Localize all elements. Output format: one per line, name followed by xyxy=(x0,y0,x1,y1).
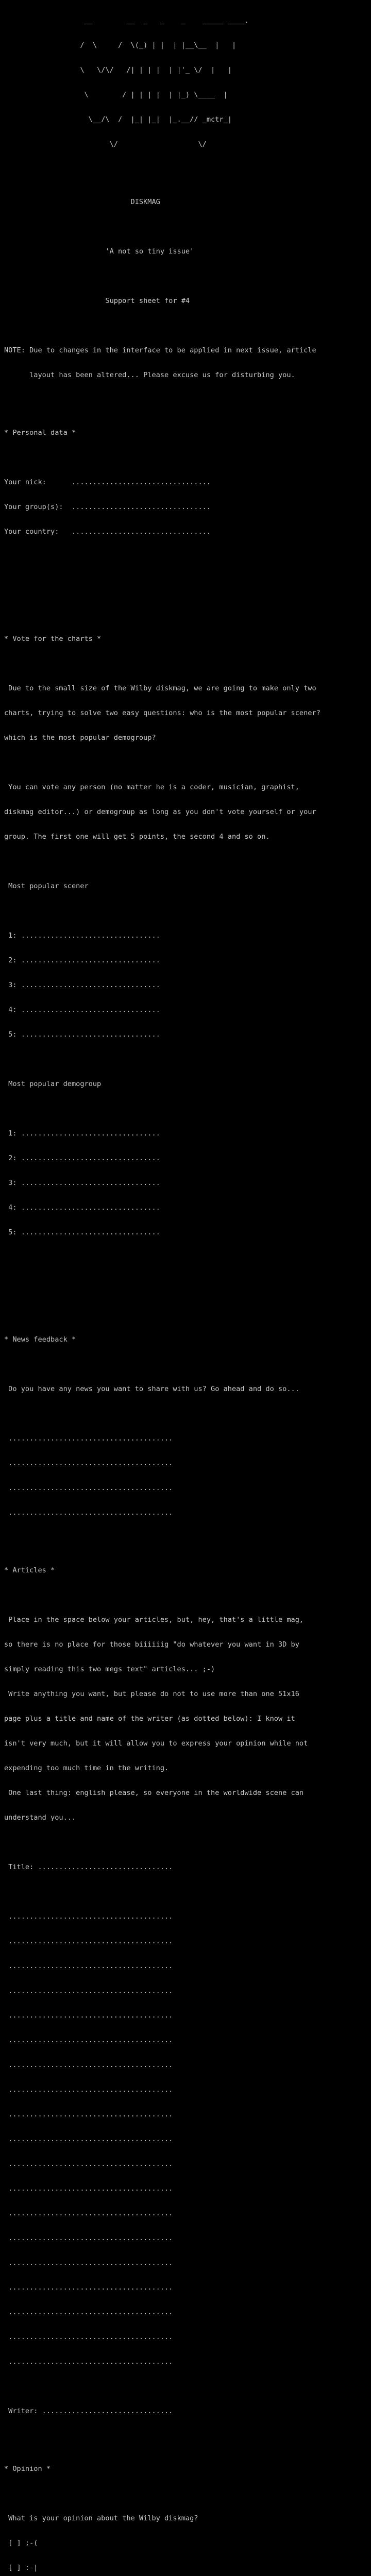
article-title-field: Title: ................................ xyxy=(4,1863,173,1871)
article-writer-field: Writer: ............................... xyxy=(4,2407,173,2415)
demogroup-vote-line: 4: ................................. xyxy=(4,1204,160,1212)
paragraph-line: group. The first one will get 5 points, the second 4 and so on. xyxy=(4,833,270,841)
tagline: 'A not so tiny issue' xyxy=(105,247,194,256)
article-body-line: ....................................... xyxy=(4,2011,173,2020)
demogroup-vote-line: 2: ................................. xyxy=(4,1154,160,1162)
paragraph-line: You can vote any person (no matter he is a coder, musician, graphist, xyxy=(4,783,299,791)
ascii-logo-line: \ \/\/ /| | | | | |'_ \/ | | xyxy=(4,66,232,74)
article-body-line: ....................................... xyxy=(4,1987,173,1995)
news-heading: * News feedback * xyxy=(4,1335,76,1344)
article-body-line: ....................................... xyxy=(4,2234,173,2242)
opinion-checkbox: [ ] :-| xyxy=(4,2564,38,2572)
ascii-logo-line: \/ \/ xyxy=(4,140,207,148)
news-line: ....................................... xyxy=(4,1484,173,1492)
article-body-line: ....................................... xyxy=(4,2160,173,2168)
personal-data-heading: * Personal data * xyxy=(4,429,76,437)
articles-text-line: expending too much time in the writing. xyxy=(4,1764,169,1772)
ascii-logo-line: __ __ _ _ _ _____ ____. xyxy=(4,16,249,25)
article-body-line: ....................................... xyxy=(4,2209,173,2217)
opinion-checkbox: [ ] ;-( xyxy=(4,2539,38,2547)
paragraph-line: charts, trying to solve two easy questions: who is the most popular scener? xyxy=(4,709,321,717)
ascii-logo-line: / \ / \(_) | | | |__\__ | | xyxy=(4,41,237,49)
news-line: ....................................... xyxy=(4,1459,173,1467)
articles-heading: * Articles * xyxy=(4,1566,55,1574)
note-line: layout has been altered... Please excuse us for disturbing you. xyxy=(4,371,295,379)
scener-vote-line: 5: ................................. xyxy=(4,1030,160,1039)
article-body-line: ....................................... xyxy=(4,1912,173,1921)
article-body-line: ....................................... xyxy=(4,2135,173,2143)
news-question: Do you have any news you want to share with us? Go ahead and do so... xyxy=(4,1385,299,1393)
article-body-line: ....................................... xyxy=(4,1962,173,1970)
paragraph-line: which is the most popular demogroup? xyxy=(4,734,156,742)
articles-text-line: Write anything you want, but please do not to use more than one 51x16 xyxy=(4,1690,299,1698)
article-body-line: ....................................... xyxy=(4,2184,173,2193)
nick-field: Your nick: ................................. xyxy=(4,478,211,486)
news-line: ....................................... xyxy=(4,1509,173,1517)
group-field: Your group(s): ................................. xyxy=(4,503,211,511)
ascii-logo-line: \__/\ / |_| |_| |_.__// _mctr_| xyxy=(4,115,232,124)
news-line: ....................................... xyxy=(4,1434,173,1443)
scener-vote-line: 4: ................................. xyxy=(4,1006,160,1014)
articles-text-line: simply reading this two megs text" articles... ;-) xyxy=(4,1665,215,1673)
articles-text-line: understand you... xyxy=(4,1814,76,1822)
country-field: Your country: ................................. xyxy=(4,528,211,536)
article-body-line: ....................................... xyxy=(4,2308,173,2316)
scener-vote-line: 1: ................................. xyxy=(4,931,160,940)
charts-heading: * Vote for the charts * xyxy=(4,635,102,643)
paragraph-line: Due to the small size of the Wilby diskmag, we are going to make only two xyxy=(4,684,316,692)
articles-text-line: Place in the space below your articles, but, hey, that's a little mag, xyxy=(4,1616,304,1624)
diskmag-title: DISKMAG xyxy=(130,198,160,206)
paragraph-line: diskmag editor...) or demogroup as long as you don't vote yourself or your xyxy=(4,808,316,816)
article-body-line: ....................................... xyxy=(4,2061,173,2069)
scener-vote-line: 2: ................................. xyxy=(4,956,160,964)
ascii-logo-line: \ / | | | | | |_) \____ | xyxy=(4,91,228,99)
support-sheet-title: Support sheet for #4 xyxy=(105,297,190,305)
articles-text-line: One last thing: english please, so everyone in the worldwide scene can xyxy=(4,1789,304,1797)
articles-text-line: isn't very much, but it will allow you to express your opinion while not xyxy=(4,1739,308,1748)
article-body-line: ....................................... xyxy=(4,2036,173,2044)
article-body-line: ....................................... xyxy=(4,2259,173,2267)
opinion-question: What is your opinion about the Wilby diskmag? xyxy=(4,2514,198,2522)
text-mode-screen xyxy=(4,0,371,2576)
demogroup-vote-line: 1: ................................. xyxy=(4,1129,160,1138)
demogroup-vote-line: 5: ................................. xyxy=(4,1228,160,1236)
opinion-heading: * Opinion * xyxy=(4,2465,51,2473)
article-body-line: ....................................... xyxy=(4,2283,173,2292)
demogroup-vote-line: 3: ................................. xyxy=(4,1179,160,1187)
article-body-line: ....................................... xyxy=(4,2086,173,2094)
scener-vote-line: 3: ................................. xyxy=(4,981,160,989)
article-body-line: ....................................... xyxy=(4,2333,173,2341)
article-body-line: ....................................... xyxy=(4,2358,173,2366)
articles-text-line: so there is no place for those biiiiiig "do whatever you want in 3D by xyxy=(4,1640,299,1649)
article-body-line: ....................................... xyxy=(4,2110,173,2119)
article-body-line: ....................................... xyxy=(4,1937,173,1945)
scener-label: Most popular scener xyxy=(4,882,89,890)
articles-text-line: page plus a title and name of the writer (as dotted below): I know it xyxy=(4,1715,295,1723)
note-line: NOTE: Due to changes in the interface to be applied in next issue, article xyxy=(4,346,316,354)
demogroup-label: Most popular demogroup xyxy=(4,1080,102,1088)
